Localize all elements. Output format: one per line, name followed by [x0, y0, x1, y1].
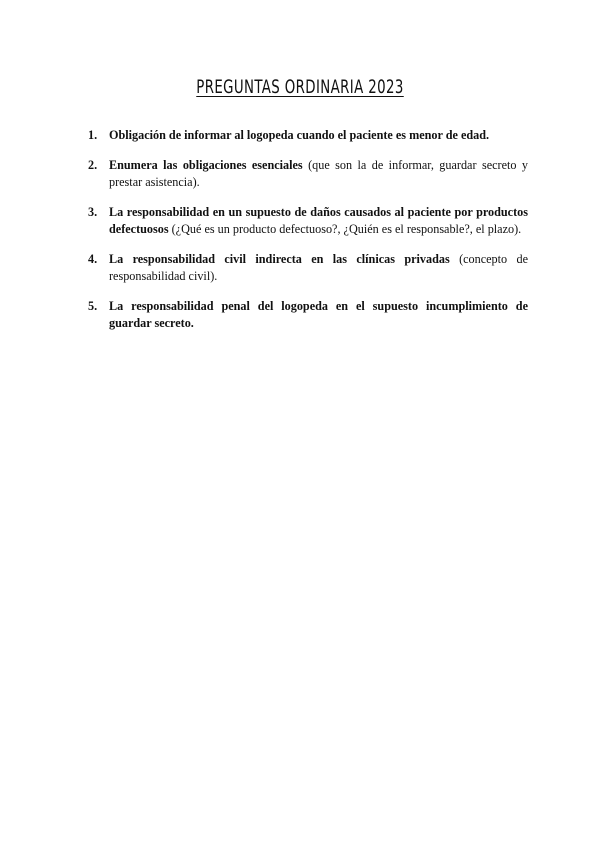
question-number: 2. — [88, 158, 98, 172]
question-item-2 — [88, 157, 528, 191]
question-normal-text: (concepto de responsabilidad civil). — [109, 252, 528, 283]
page-title-text: PREGUNTAS ORDINARIA 2023 — [196, 76, 404, 98]
question-number: 4. — [88, 252, 98, 266]
question-bold-text: Obligación de informar al logopeda cuando el paciente es menor de edad. — [109, 128, 490, 142]
question-item-3 — [88, 204, 528, 238]
question-text — [109, 204, 528, 238]
question-bold-text: La responsabilidad civil indirecta en las clínicas privadas — [109, 252, 450, 266]
question-text — [109, 127, 528, 144]
question-number: 3. — [88, 205, 98, 219]
question-number: 5. — [88, 299, 98, 313]
question-bold-text: La responsabilidad penal del logopeda en el supuesto incumplimiento de guardar secreto. — [109, 299, 528, 330]
question-normal-text: (que son la de informar, guardar secreto y prestar asistencia). — [109, 158, 528, 189]
question-number: 1. — [88, 128, 98, 142]
question-text — [109, 298, 528, 332]
page-title — [66, 76, 534, 98]
question-bold-text: La responsabilidad en un supuesto de daños causados al paciente por productos defectuosos — [109, 205, 528, 236]
question-text — [109, 157, 528, 191]
question-item-4 — [88, 251, 528, 285]
question-normal-text: (¿Qué es un producto defectuoso?, ¿Quién es el responsable?, el plazo). — [168, 222, 522, 236]
question-text — [109, 251, 528, 285]
question-item-1 — [88, 127, 528, 144]
question-list — [88, 127, 528, 332]
question-bold-text: Enumera las obligaciones esenciales — [109, 158, 303, 172]
question-item-5 — [88, 298, 528, 332]
